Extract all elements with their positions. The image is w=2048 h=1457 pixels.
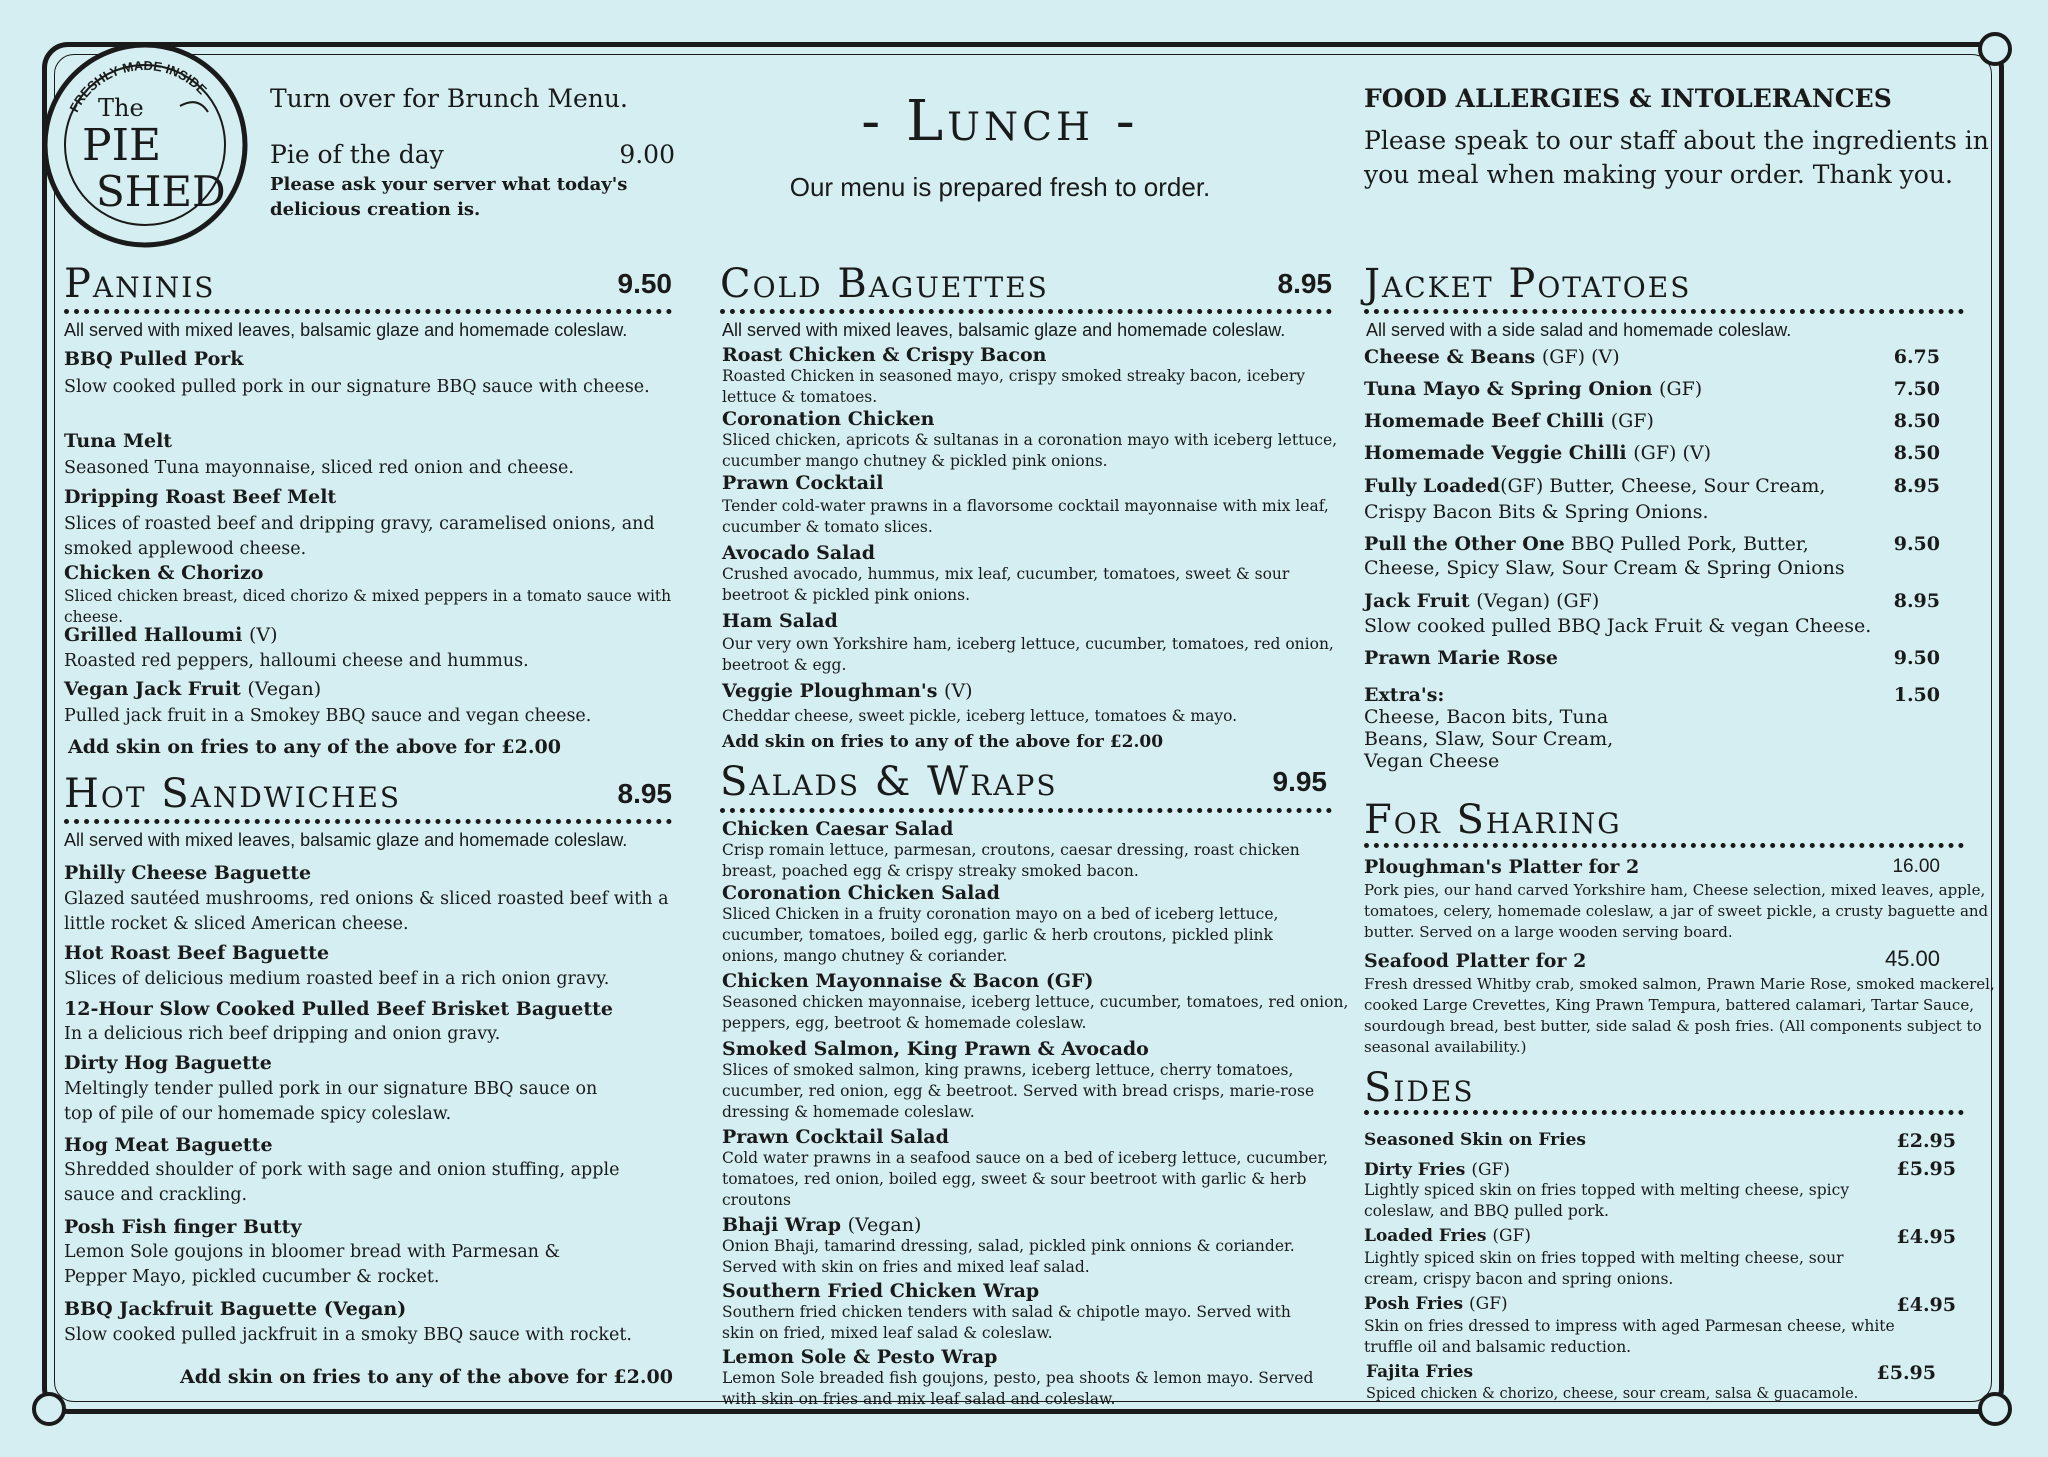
menu-item-desc: Southern fried chicken tenders with salad & chipotle mayo. Served with skin on fried, mixed leaf salad & coleslaw.: [722, 1303, 1291, 1342]
fries-addon-note: Add skin on fries to any of the above for £2.00: [68, 736, 561, 758]
section-price-hot-sandwiches: 8.95: [617, 778, 672, 809]
section-note: All served with a side salad and homemade coleslaw.: [1366, 320, 1792, 340]
menu-item-price: £5.95: [1876, 1362, 1936, 1384]
menu-item-tag: (GF): [1492, 1226, 1531, 1246]
allergy-text: Please speak to our staff about the ingredients in you meal when making your order. Thank you.: [1364, 126, 1989, 189]
menu-item-desc: Sliced Chicken in a fruity coronation mayo on a bed of iceberg lettuce, cucumber, tomatoes, boiled egg, garlic & herb croutons, pickled plink onions, mango chutney & coriander.: [722, 905, 1279, 965]
fries-addon-note: Add skin on fries to any of the above for £2.00: [180, 1366, 673, 1388]
menu-item-desc: In a delicious rich beef dripping and onion gravy.: [64, 1024, 501, 1044]
menu-item-name: Posh Fish finger Butty: [64, 1216, 302, 1238]
pie-shed-logo: [40, 40, 250, 250]
menu-item-desc: Pulled jack fruit in a Smokey BBQ sauce and vegan cheese.: [64, 706, 592, 726]
menu-item-name: Grilled Halloumi: [64, 624, 243, 646]
menu-item-desc: Cheese, Spicy Slaw, Sour Cream & Spring Onions: [1364, 557, 1845, 579]
corner-ornament: [1978, 1392, 2012, 1426]
menu-item-name: 12-Hour Slow Cooked Pulled Beef Brisket Baguette: [64, 998, 613, 1020]
extras-desc: Cheese, Bacon bits, Tuna Beans, Slaw, Sour Cream, Vegan Cheese: [1364, 706, 1614, 772]
menu-item-name: Dripping Roast Beef Melt: [64, 486, 337, 508]
menu-item-price: £4.95: [1896, 1294, 1956, 1316]
menu-item-price: £2.95: [1896, 1130, 1956, 1152]
logo-the: The: [98, 94, 144, 122]
section-price-salads-wraps: 9.95: [1272, 766, 1327, 797]
menu-item-name: Chicken & Chorizo: [64, 562, 264, 584]
menu-item-desc: Spiced chicken & chorizo, cheese, sour cream, salsa & guacamole.: [1366, 1386, 1859, 1402]
menu-item-desc: Seasoned Tuna mayonnaise, sliced red onion and cheese.: [64, 458, 574, 478]
menu-item-desc: Pork pies, our hand carved Yorkshire ham, Cheese selection, mixed leaves, apple, tomatoes, celery, homemade coleslaw, a jar of sweet pickle, a crusty baguette and butter. Served on a large wooden serving board.: [1364, 881, 1989, 941]
menu-item-desc: Crisp romain lettuce, parmesan, croutons, caesar dressing, roast chicken breast, poached egg & crispy streaky smoked bacon.: [722, 841, 1300, 880]
menu-item-name: Prawn Cocktail Salad: [722, 1126, 949, 1148]
menu-item-name: Southern Fried Chicken Wrap: [722, 1280, 1040, 1302]
menu-item-name: Jack Fruit: [1364, 590, 1470, 612]
menu-item-desc: Shredded shoulder of pork with sage and onion stuffing, apple sauce and crackling.: [64, 1160, 620, 1205]
menu-item-name: Homemade Veggie Chilli: [1364, 442, 1627, 464]
section-note: All served with mixed leaves, balsamic glaze and homemade coleslaw.: [722, 320, 1286, 340]
menu-item-name: Tuna Mayo & Spring Onion: [1364, 378, 1653, 400]
section-price-cold-baguettes: 8.95: [1277, 268, 1332, 299]
menu-item-tag: (V): [249, 624, 278, 646]
menu-item-name: Bhaji Wrap: [722, 1214, 841, 1236]
menu-item-tag: (GF) Butter, Cheese, Sour Cream,: [1500, 475, 1826, 497]
dotted-divider: [1364, 1110, 1964, 1115]
section-price-paninis: 9.50: [617, 268, 672, 299]
menu-item-tag: (V): [944, 680, 973, 702]
menu-item-desc: Roasted red peppers, halloumi cheese and hummus.: [64, 651, 529, 671]
dotted-divider: [64, 819, 672, 824]
menu-item-name: Cheese & Beans: [1364, 346, 1536, 368]
pie-of-day-name: Pie of the day: [270, 140, 444, 169]
menu-item-name: Fully Loaded: [1364, 475, 1501, 497]
menu-item-tag: (Vegan) (GF): [1476, 590, 1600, 612]
menu-item-price: 7.50: [1893, 378, 1940, 400]
menu-item-tag: (GF): [1610, 410, 1654, 432]
allergy-title: FOOD ALLERGIES & INTOLERANCES: [1364, 84, 1892, 113]
menu-item-desc: Crispy Bacon Bits & Spring Onions.: [1364, 501, 1709, 523]
menu-item-desc: Skin on fries dressed to impress with aged Parmesan cheese, white truffle oil and balsamic reduction.: [1364, 1317, 1895, 1356]
menu-item-name: Coronation Chicken Salad: [722, 882, 1000, 904]
section-title-hot-sandwiches: Hot Sandwiches: [64, 771, 402, 817]
menu-item-desc: Cold water prawns in a seafood sauce on a bed of iceberg lettuce, cucumber, tomatoes, red onion, boiled egg, sweet & sour beetroot with garlic & herb croutons: [722, 1149, 1329, 1209]
menu-item-price: 8.95: [1893, 475, 1940, 497]
menu-item-name: Posh Fries: [1364, 1294, 1464, 1314]
menu-item-name: Dirty Hog Baguette: [64, 1052, 272, 1074]
menu-item-name: Hog Meat Baguette: [64, 1134, 273, 1156]
page-title: - Lunch -: [861, 89, 1139, 154]
dotted-divider: [720, 808, 1332, 813]
menu-item-name: Homemade Beef Chilli: [1364, 410, 1605, 432]
corner-ornament: [32, 1392, 66, 1426]
extras-price: 1.50: [1893, 684, 1940, 706]
menu-item-name: Tuna Melt: [64, 430, 173, 452]
menu-item-name: Philly Cheese Baguette: [64, 862, 312, 884]
menu-item-name: Hot Roast Beef Baguette: [64, 942, 330, 964]
menu-item-tag: (Vegan): [847, 1214, 922, 1236]
menu-item-desc: Lemon Sole goujons in bloomer bread with Parmesan & Pepper Mayo, pickled cucumber & rocket.: [64, 1242, 561, 1287]
menu-item-desc: Lemon Sole breaded fish goujons, pesto, pea shoots & lemon mayo. Served with skin on fries and mix leaf salad and coleslaw.: [722, 1369, 1314, 1408]
menu-item-name: BBQ Jackfruit Baguette (Vegan): [64, 1298, 407, 1320]
menu-item-name: Veggie Ploughman's: [722, 680, 938, 702]
dotted-divider: [1364, 843, 1964, 848]
menu-item-name: Roast Chicken & Crispy Bacon: [722, 344, 1047, 366]
menu-item-desc: Meltingly tender pulled pork in our signature BBQ sauce on top of pile of our homemade spicy coleslaw.: [64, 1079, 598, 1124]
menu-item-name: Chicken Caesar Salad: [722, 818, 954, 840]
menu-item-desc: Sliced chicken breast, diced chorizo & mixed peppers in a tomato sauce with cheese.: [64, 587, 672, 626]
corner-ornament: [1978, 32, 2012, 66]
menu-item-desc: Slow cooked pulled pork in our signature BBQ sauce with cheese.: [64, 377, 650, 397]
menu-item-price: 8.50: [1893, 442, 1940, 464]
menu-item-desc: Onion Bhaji, tamarind dressing, salad, pickled pink onnions & coriander. Served with skin on fries and mixed leaf salad.: [722, 1237, 1295, 1276]
menu-item-desc: Crushed avocado, hummus, mix leaf, cucumber, tomatoes, sweet & sour beetroot & pickled pink onions.: [722, 565, 1290, 604]
menu-item-desc: Glazed sautéed mushrooms, red onions & sliced roasted beef with a little rocket & sliced American cheese.: [64, 889, 669, 934]
dotted-divider: [720, 309, 1332, 314]
dotted-divider: [64, 309, 672, 314]
pie-of-day-desc: Please ask your server what today's delicious creation is.: [270, 174, 628, 220]
logo-top-text: FRESHLY MADE INSIDE: [66, 57, 210, 115]
dotted-divider: [1364, 309, 1964, 314]
menu-item-desc: Our very own Yorkshire ham, iceberg lettuce, cucumber, tomatoes, red onion, beetroot & egg.: [722, 635, 1334, 674]
section-title-sides: Sides: [1364, 1065, 1475, 1111]
menu-item-name: Loaded Fries: [1364, 1226, 1487, 1246]
menu-item-price: £5.95: [1896, 1158, 1956, 1180]
menu-item-price: 16.00: [1892, 856, 1940, 877]
extras-label: Extra's:: [1364, 684, 1445, 706]
page-subtitle: Our menu is prepared fresh to order.: [789, 172, 1211, 202]
menu-item-desc: Slow cooked pulled jackfruit in a smoky BBQ sauce with rocket.: [64, 1325, 632, 1345]
menu-item-desc: Slow cooked pulled BBQ Jack Fruit & vegan Cheese.: [1364, 615, 1872, 637]
logo-pie: PIE: [82, 120, 162, 171]
menu-item-desc: Slices of delicious medium roasted beef in a rich onion gravy.: [64, 969, 610, 989]
menu-item-price: 45.00: [1884, 946, 1940, 971]
section-title-paninis: Paninis: [64, 261, 216, 307]
section-title-jacket-potatoes: Jacket Potatoes: [1364, 261, 1692, 307]
brunch-note: Turn over for Brunch Menu.: [270, 84, 628, 113]
menu-item-name: Pull the Other One: [1364, 533, 1565, 555]
fries-addon-note: Add skin on fries to any of the above for £2.00: [722, 732, 1164, 752]
menu-item-name: Dirty Fries: [1364, 1160, 1466, 1180]
menu-item-price: 6.75: [1893, 346, 1940, 368]
menu-item-desc: Roasted Chicken in seasoned mayo, crispy smoked streaky bacon, icebery lettuce & tomatoes.: [722, 367, 1305, 406]
section-title-salads-wraps: Salads & Wraps: [720, 759, 1058, 805]
section-title-for-sharing: For Sharing: [1364, 797, 1622, 843]
menu-item-name: Seafood Platter for 2: [1364, 950, 1587, 972]
menu-item-name: Prawn Cocktail: [722, 472, 884, 494]
menu-item-price: 9.50: [1893, 647, 1940, 669]
pie-of-day-price: 9.00: [619, 140, 675, 169]
menu-item-name: Ham Salad: [722, 610, 838, 632]
menu-item-tag: (GF) (V): [1541, 346, 1620, 368]
menu-item-tag: (GF): [1469, 1294, 1508, 1314]
menu-item-desc: Fresh dressed Whitby crab, smoked salmon, Prawn Marie Rose, smoked mackerel, cooked Large Crevettes, King Prawn Tempura, battered calamari, Tartar Sauce, sourdough bread, best butter, side salad & posh fries. (All components subject to seasonal availability.): [1364, 975, 1995, 1056]
menu-item-name: Smoked Salmon, King Prawn & Avocado: [722, 1038, 1149, 1060]
menu-item-desc: Slices of roasted beef and dripping gravy, caramelised onions, and smoked applewood cheese.: [64, 514, 655, 559]
menu-item-desc: Tender cold-water prawns in a flavorsome cocktail mayonnaise with mix leaf, cucumber & tomato slices.: [722, 497, 1329, 536]
menu-item-name: Vegan Jack Fruit: [64, 678, 241, 700]
menu-item-name: Lemon Sole & Pesto Wrap: [722, 1346, 998, 1368]
menu-item-tag: (GF): [1471, 1160, 1510, 1180]
menu-item-price: 8.50: [1893, 410, 1940, 432]
menu-item-desc: Slices of smoked salmon, king prawns, iceberg lettuce, cherry tomatoes, cucumber, red onion, egg & beetroot. Served with bread crisps, marie-rose dressing & homemade coleslaw.: [722, 1061, 1315, 1121]
menu-item-desc: Lightly spiced skin on fries topped with melting cheese, sour cream, crispy bacon and spring onions.: [1364, 1249, 1844, 1288]
menu-item-name: Coronation Chicken: [722, 408, 935, 430]
menu-item-tag: (GF): [1659, 378, 1703, 400]
menu-item-price: 9.50: [1893, 533, 1940, 555]
menu-item-tag: (GF) (V): [1633, 442, 1712, 464]
menu-item-name: Seasoned Skin on Fries: [1364, 1130, 1586, 1150]
menu-item-tag: BBQ Pulled Pork, Butter,: [1564, 533, 1809, 555]
menu-item-price: 8.95: [1893, 590, 1940, 612]
menu-item-price: £4.95: [1896, 1226, 1956, 1248]
menu-item-name: BBQ Pulled Pork: [64, 348, 244, 370]
menu-item-desc: Sliced chicken, apricots & sultanas in a coronation mayo with iceberg lettuce, cucumber mango chutney & pickled pink onions.: [722, 431, 1338, 470]
menu-item-desc: Lightly spiced skin on fries topped with melting cheese, spicy coleslaw, and BBQ pulled pork.: [1364, 1181, 1850, 1220]
menu-item-name: Fajita Fries: [1366, 1362, 1474, 1382]
menu-item-name: Chicken Mayonnaise & Bacon (GF): [722, 970, 1094, 992]
menu-item-name: Prawn Marie Rose: [1364, 647, 1558, 669]
menu-item-desc: Seasoned chicken mayonnaise, iceberg lettuce, cucumber, tomatoes, red onion, peppers, egg, beetroot & homemade coleslaw.: [722, 993, 1349, 1032]
section-note: All served with mixed leaves, balsamic glaze and homemade coleslaw.: [64, 830, 628, 850]
section-title-cold-baguettes: Cold Baguettes: [720, 261, 1049, 307]
menu-item-name: Ploughman's Platter for 2: [1364, 856, 1640, 878]
logo-shed: SHED: [96, 167, 226, 216]
menu-item-name: Avocado Salad: [722, 542, 875, 564]
section-note: All served with mixed leaves, balsamic glaze and homemade coleslaw.: [64, 320, 628, 340]
menu-item-desc: Cheddar cheese, sweet pickle, iceberg lettuce, tomatoes & mayo.: [722, 707, 1238, 725]
menu-item-tag: (Vegan): [247, 678, 322, 700]
